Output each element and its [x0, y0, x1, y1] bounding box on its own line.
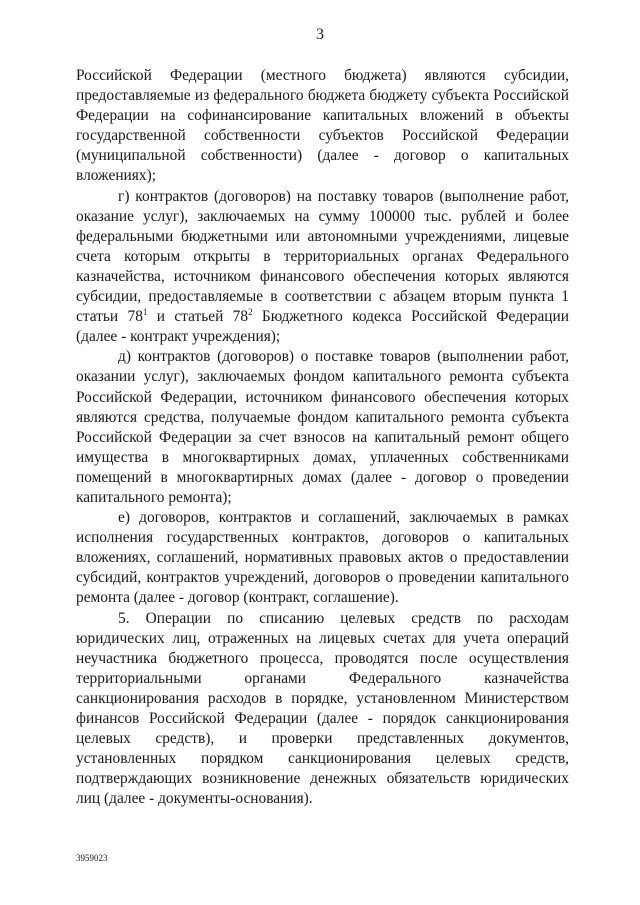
paragraph-item-e: е) договоров, контрактов и соглашений, заключаемых в рамках исполнения государственных контрактов, договоров о капитальных вложениях, соглашений, нормативных правовых актов о предоставлении субсидий, контрактов учреждений, договоров о проведении капитального ремонта (далее - договор (контракт, соглашение).	[76, 509, 569, 607]
superscript-2: 2	[248, 307, 253, 318]
paragraph-item-d: д) контрактов (договоров) о поставке товаров (выполнении работ, оказании услуг), заключаемых фондом капитального ремонта субъекта Российской Федерации, источником финансового обеспечения которых являются средства, получаемые фондом капитального ремонта субъекта Российской Федерации за счет взносов на капитальный ремонт общего имущества в многоквартирных домах, уплаченных собственниками помещений в многоквартирных домах (далее - договор о проведении капитального ремонта);	[76, 348, 569, 506]
paragraph-capital-investment-tail: Российской Федерации (местного бюджета) являются субсидии, предоставляемые из федерального бюджета бюджету субъекта Российской Федерации на софинансирование капитальных вложений в объекты государственной собственности субъектов Российской Федерации (муниципальной собственности) (далее - договор о капитальных вложениях);	[76, 67, 569, 185]
page-number: 3	[316, 26, 324, 43]
paragraph-section-5: 5. Операции по списанию целевых средств по расходам юридических лиц, отраженных на лицевых счетах для учета операций неучастника бюджетного процесса, проводятся после осуществления территориальными органами Федерального казначейства санкционирования расходов в порядке, установленном Министерством финансов Российской Федерации (далее - порядок санкционирования целевых средств), и проверки представленных документов, установленных порядком санкционирования целевых средств, подтверждающих возникновение денежных обязательств юридических лиц (далее - документы-основания).	[76, 609, 569, 808]
paragraph-item-g-text-1: г) контрактов (договоров) на поставку товаров (выполнение работ, оказание услуг), заключаемых на сумму 100000 тыс. рублей и более федеральными бюджетными или автономными учреждениями, лицевые счета которым открыты в территориальных органах Федерального казначейства, источником финансового обеспечения которых являются субсидии, предоставляемые в соответствии с абзацем вторым пункта 1 статьи 78	[76, 187, 569, 326]
document-code: 3959023	[76, 853, 108, 863]
superscript-1: 1	[142, 307, 148, 318]
paragraph-item-g	[76, 187, 569, 348]
paragraph-item-g-text-2: и статьей 78	[147, 308, 249, 326]
document-body	[76, 66, 569, 809]
paragraph-item-g-text-3: Бюджетного кодекса Российской Федерации (далее - контракт учреждения);	[76, 308, 569, 346]
